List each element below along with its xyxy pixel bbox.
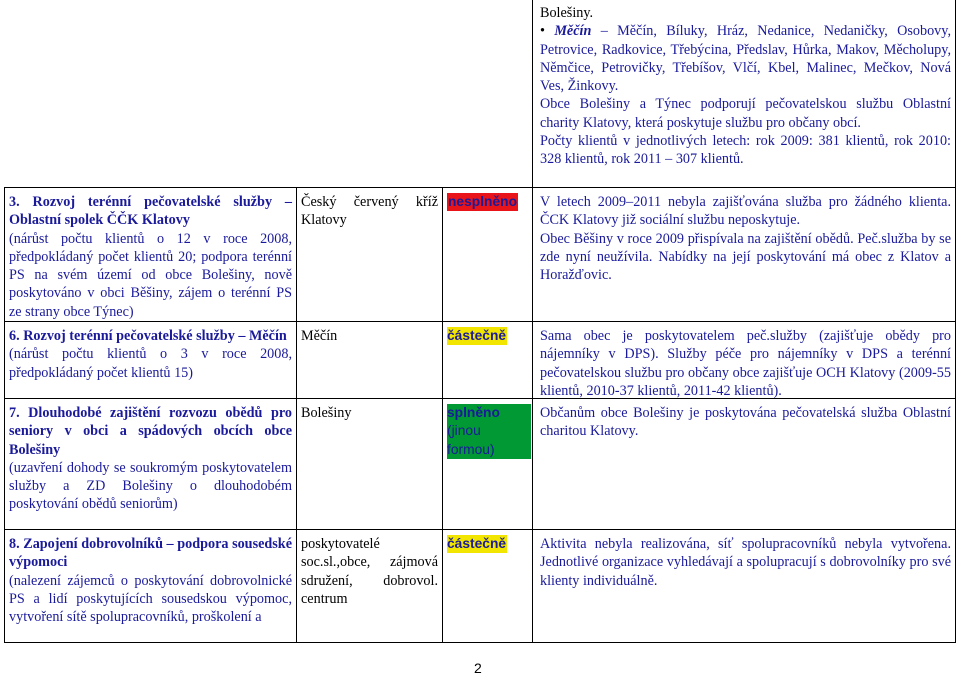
row-divider-5: [4, 529, 956, 530]
table-border-col2: [296, 187, 297, 642]
row7-activity: [9, 404, 292, 514]
row7-provider: Bolešiny: [301, 405, 352, 421]
bullet-icon: •: [540, 23, 555, 40]
row6-provider: Měčín: [301, 328, 338, 344]
table-border-col3: [442, 187, 443, 642]
row3-status: nesplněno: [448, 194, 517, 209]
row6-status: částečně: [447, 328, 507, 343]
row3-provider: Český červený kříž Klatovy: [301, 194, 438, 229]
row3-activity: [9, 193, 292, 321]
row-divider-top: [4, 187, 956, 188]
municipality-bullet: [540, 22, 951, 95]
page-number: 2: [474, 660, 482, 676]
row7-status: splněno: [447, 405, 500, 420]
row8-status: částečně: [447, 536, 507, 551]
table-border-left: [4, 187, 5, 642]
row7-status-note: (jinou formou): [447, 423, 495, 457]
row8-provider: poskytovatelé soc.sl.,obce, zájmová sdružení, dobrovol. centrum: [301, 536, 438, 607]
paragraph-charity: Obce Bolešiny a Týnec podporují pečovatelskou službu Oblastní charity Klatovy, která poskytuje službu pro občany obcí.: [540, 96, 951, 131]
row7-comment: Občanům obce Bolešiny je poskytována pečovatelská služba Oblastní charitou Klatovy.: [540, 405, 951, 440]
bullet-place: Měčín: [554, 23, 592, 40]
row3-detail: (nárůst počtu klientů o 12 v roce 2008, předpokládaný počet klientů 20; podpora terénní PS na svém území od obce Bolešiny, nově poskytováno v obci Běšiny, zájem o terénní PS ze strany obce Týnec): [9, 230, 292, 320]
row8-comment: Aktivita nebyla realizována, síť spolupracovníků nebyla vytvořena. Jednotlivé organizace vyhledávají a spolupracují s dobrovolníky pro své klienty individuálně.: [540, 536, 951, 589]
row8-activity: [9, 535, 292, 626]
row7-detail: (uzavření dohody se soukromým poskytovatelem služby a ZD Bolešiny o dlouhodobém poskytování obědů seniorům): [9, 459, 292, 513]
paragraph-client-counts: Počty klientů v jednotlivých letech: rok 2009: 381 klientů, rok 2010: 328 klientů, rok 2011 – 307 klientů.: [540, 133, 951, 168]
row7-status-cell: [447, 404, 531, 459]
row6-activity: [9, 327, 292, 382]
row7-title: 7. Dlouhodobé zajištění rozvozu obědů pro seniory v obci a spádových obcích obce Bolešiny: [9, 405, 292, 458]
row8-title: 8. Zapojení dobrovolníků – podpora sousedské výpomoci: [9, 536, 292, 571]
row3-comment: V letech 2009–2011 nebyla zajišťována služba pro žádného klienta. ČCK Klatovy již sociální službu neposkytuje. Obec Běšiny v roce 2009 přispívala na zajištění obědů. Peč.služba by se zde nyní neužívila. Nabídky na její poskytování má obec z Klatov a Horažďovic.: [540, 194, 951, 284]
row-divider-3: [4, 321, 956, 322]
row6-detail: (nárůst počtu klientů o 3 v roce 2008, předpokládaný počet klientů 15): [9, 346, 292, 381]
continuation-cell: [540, 4, 951, 169]
row3-title: 3. Rozvoj terénní pečovatelské služby – Oblastní spolek ČČK Klatovy: [9, 194, 292, 229]
bullet-list: – Měčín, Bíluky, Hráz, Nedanice, Nedaničky, Osobovy, Petrovice, Radkovice, Třebýcina, Předslav, Hůrka, Makov, Měcholupy, Němčice, Petrovičky, Třebíšov, Vlčí, Kbel, Malinec, Mečkov, Nová Ves, Žinkovy.: [540, 23, 951, 95]
table-border-bottom: [4, 642, 956, 643]
row6-comment: Sama obec je poskytovatelem peč.služby (zajišťuje obědy pro nájemníky v DPS). Služby péče pro nájemníky v DPS a terénní pečovatelskou službu pro občany obce zajišťuje OCH Klatovy (2009-55 klientů, 2010-37 klientů, 2011-42 klientů).: [540, 328, 951, 399]
row8-detail: (nalezení zájemců o poskytování dobrovolnické PS a lidí poskytujících sousedskou výpomoc, vytvoření sítě spolupracovníků, proškolení a: [9, 572, 292, 626]
continuation-line: Bolešiny.: [540, 5, 594, 21]
row6-title: 6. Rozvoj terénní pečovatelské služby – Měčín: [9, 328, 287, 344]
